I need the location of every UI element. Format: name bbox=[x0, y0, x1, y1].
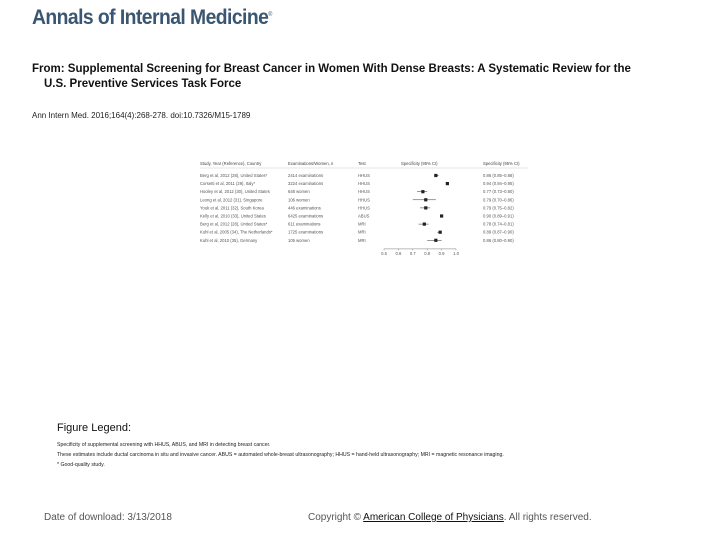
point-estimate bbox=[446, 182, 449, 185]
row-study-label: Berg et al, 2012 (28), United States* bbox=[200, 221, 268, 227]
row-exams-label: 105 women bbox=[288, 237, 310, 243]
row-test-label: HHUS bbox=[358, 173, 370, 178]
row-test-label: HHUS bbox=[358, 205, 370, 211]
row-study-label: Kuhl et al, 2005 (34), The Netherlands* bbox=[200, 229, 273, 235]
point-estimate bbox=[434, 239, 437, 242]
x-axis-tick-label: 1.0 bbox=[453, 250, 459, 256]
point-estimate bbox=[424, 206, 427, 209]
row-specificity-value: 0.79 (0.75–0.82) bbox=[483, 205, 514, 211]
article-title-line2: U.S. Preventive Services Task Force bbox=[44, 77, 242, 90]
x-axis-tick-label: 0.5 bbox=[381, 250, 387, 256]
legend-text bbox=[57, 440, 504, 470]
row-exams-label: 446 examinations bbox=[288, 205, 321, 211]
point-estimate bbox=[434, 174, 437, 177]
point-estimate bbox=[421, 190, 424, 193]
row-specificity-value: 0.90 (0.89–0.91) bbox=[483, 213, 514, 219]
point-estimate bbox=[440, 214, 443, 217]
row-exams-label: 611 examinations bbox=[288, 221, 321, 227]
point-estimate bbox=[439, 231, 442, 234]
row-study-label: Youk et al, 2011 (32), South Korea bbox=[200, 205, 264, 211]
row-test-label: HHUS bbox=[358, 181, 370, 187]
row-exams-label: 1725 examinations bbox=[288, 229, 324, 235]
x-axis-tick-label: 0.9 bbox=[438, 250, 445, 256]
row-specificity-value: 0.94 (0.94–0.95) bbox=[483, 181, 514, 187]
row-exams-label: 106 women bbox=[288, 197, 310, 203]
forest-axis bbox=[381, 249, 459, 256]
row-test-label: ABUS bbox=[358, 213, 370, 219]
copyright-suffix: . All rights reserved. bbox=[503, 512, 592, 523]
registered-mark: ® bbox=[268, 12, 272, 18]
row-study-label: Corsetti et al, 2011 (29), Italy* bbox=[200, 181, 256, 187]
journal-logo bbox=[32, 6, 272, 30]
row-test-label: MRI bbox=[358, 229, 366, 235]
copyright-notice bbox=[308, 512, 592, 523]
publisher-link[interactable]: American College of Physicians bbox=[363, 512, 504, 523]
row-exams-label: 6425 examinations bbox=[288, 213, 324, 219]
header-specificity-plot: Specificity (95% CI) bbox=[401, 161, 438, 166]
point-estimate bbox=[424, 198, 427, 201]
forest-plot-figure bbox=[198, 156, 528, 258]
legend-line-3: * Good-quality study. bbox=[57, 462, 105, 468]
row-study-label: Kuhl et al, 2010 (35), Germany bbox=[200, 237, 258, 243]
row-test-label: HHUS bbox=[358, 189, 370, 195]
journal-name: Annals of Internal Medicine bbox=[32, 6, 269, 29]
x-axis-tick-label: 0.8 bbox=[424, 250, 431, 256]
row-study-label: Leong et al, 2012 (31), Singapore bbox=[200, 197, 263, 203]
forest-plot bbox=[198, 156, 528, 258]
article-title-line1: From: Supplemental Screening for Breast Cancer in Women With Dense Breasts: A Systematic Review for the bbox=[32, 63, 631, 75]
download-date: Date of download: 3/13/2018 bbox=[44, 512, 172, 523]
header-exams: Examinations/Women, n bbox=[288, 161, 334, 166]
row-study-label: Kelly et al, 2010 (33), United States bbox=[200, 213, 266, 219]
legend-heading: Figure Legend: bbox=[57, 422, 131, 434]
header-study: Study, Year (Reference), Country bbox=[200, 161, 262, 166]
row-exams-label: 3224 examinations bbox=[288, 181, 324, 187]
row-exams-label: 2414 examinations bbox=[288, 173, 324, 178]
row-specificity-value: 0.86 (0.80–0.90) bbox=[483, 237, 514, 243]
article-title bbox=[32, 62, 682, 91]
row-test-label: HHUS bbox=[358, 197, 370, 203]
row-specificity-value: 0.79 (0.70–0.86) bbox=[483, 197, 514, 203]
row-specificity-value: 0.86 (0.85–0.88) bbox=[483, 173, 514, 178]
row-exams-label: 648 women bbox=[288, 189, 310, 195]
article-citation: Ann Intern Med. 2016;164(4):268-278. doi:10.7326/M15-1789 bbox=[32, 111, 251, 120]
row-study-label: Berg et al, 2012 (28), United States* bbox=[200, 173, 268, 178]
header-test: Test bbox=[358, 161, 366, 166]
legend-line-1: Specificity of supplemental screening with HHUS, ABUS, and MRI in detecting breast cancer. bbox=[57, 442, 271, 448]
row-test-label: MRI bbox=[358, 237, 366, 243]
row-test-label: MRI bbox=[358, 221, 366, 227]
legend-line-2: These estimates include ductal carcinoma in situ and invasive cancer. ABUS = automated whole-breast ultrasonography; HHUS = hand-held ultrasonography; MRI = magnetic resonance imaging. bbox=[57, 452, 504, 458]
copyright-prefix: Copyright © bbox=[308, 512, 364, 523]
point-estimate bbox=[423, 223, 426, 226]
row-specificity-value: 0.78 (0.74–0.81) bbox=[483, 221, 514, 227]
row-specificity-value: 0.89 (0.87–0.90) bbox=[483, 229, 514, 235]
row-study-label: Hooley et al, 2012 (30), United States bbox=[200, 189, 270, 195]
forest-rows bbox=[200, 173, 514, 243]
row-specificity-value: 0.77 (0.73–0.80) bbox=[483, 189, 514, 195]
x-axis-tick-label: 0.7 bbox=[409, 250, 416, 256]
header-specificity-value: Specificity (95% CI) bbox=[483, 161, 520, 166]
x-axis-tick-label: 0.6 bbox=[395, 250, 402, 256]
